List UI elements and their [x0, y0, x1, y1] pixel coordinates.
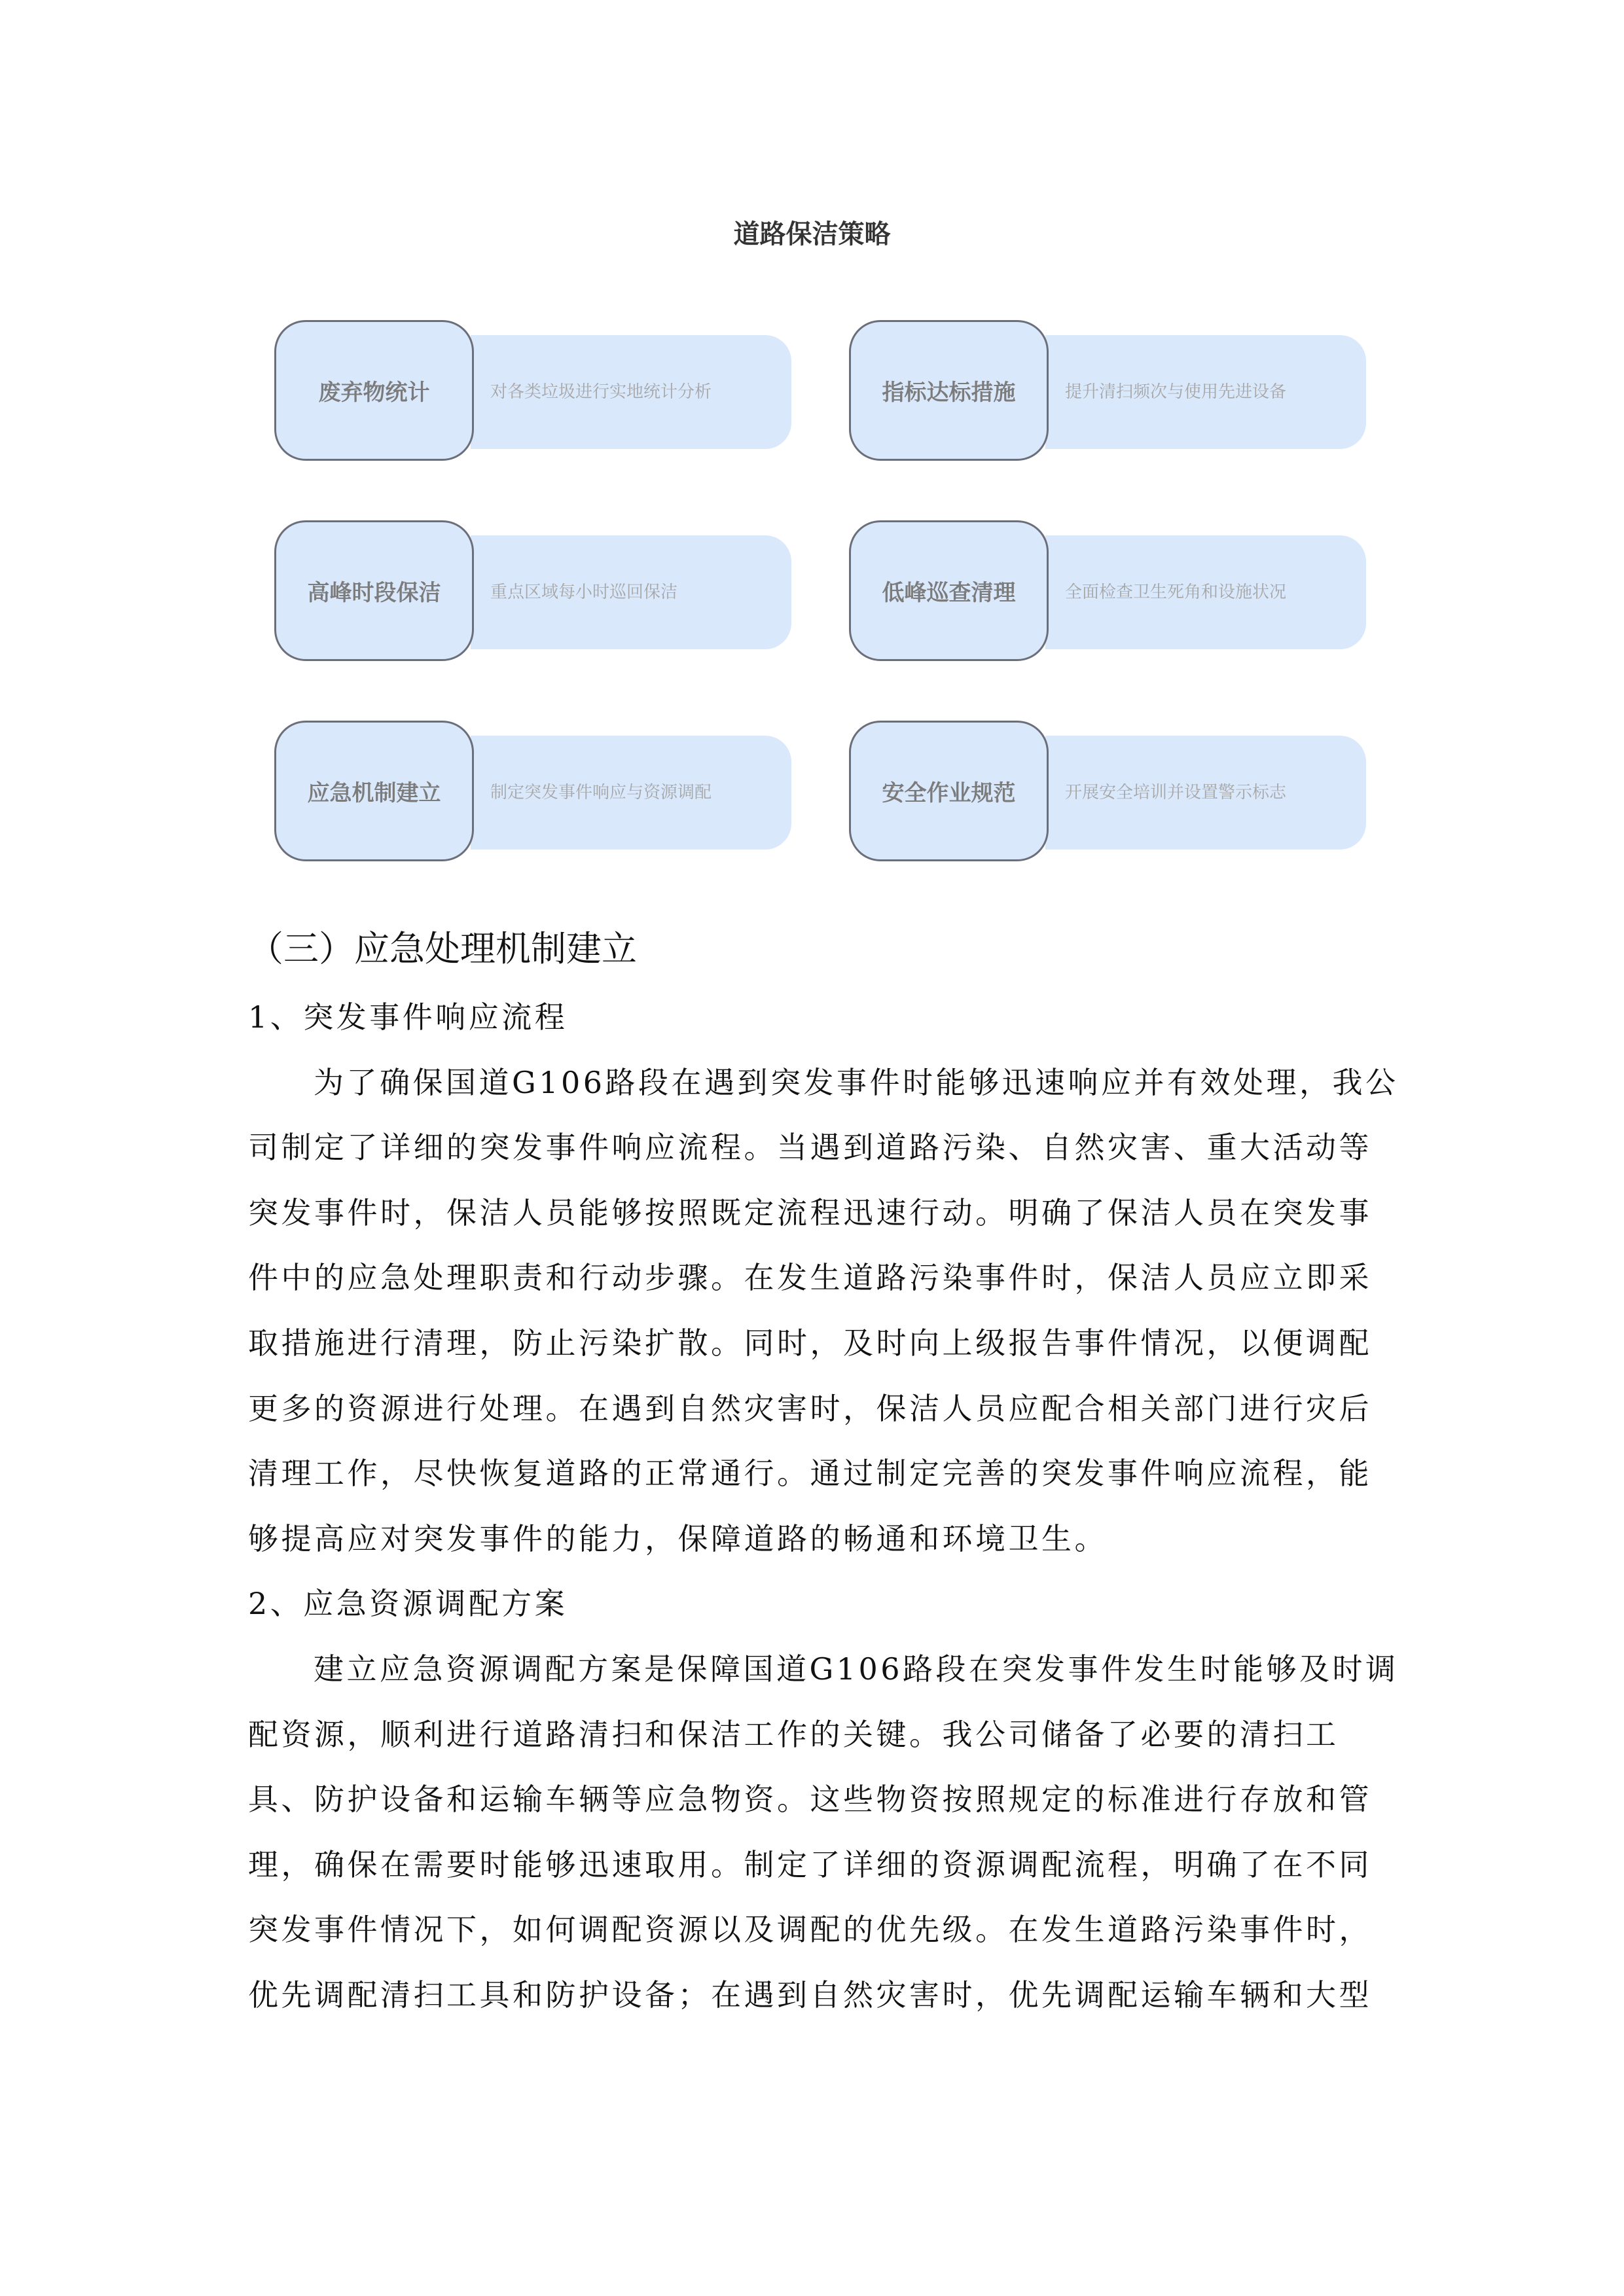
- card-desc: 制定突发事件响应与资源调配: [490, 783, 712, 802]
- paragraph-line: 理，确保在需要时能够迅速取用。制定了详细的资源调配流程，明确了在不同: [248, 1846, 1372, 1882]
- paragraph-line: 配资源，顺利进行道路清扫和保洁工作的关键。我公司储备了必要的清扫工: [248, 1716, 1339, 1752]
- diagram-title: 道路保洁策略: [733, 219, 891, 249]
- card-label: 安全作业规范: [849, 721, 1049, 861]
- card-label: 高峰时段保洁: [274, 520, 474, 661]
- paragraph-line: 取措施进行清理，防止污染扩散。同时，及时向上级报告事件情况，以便调配: [248, 1325, 1372, 1361]
- card-desc: 提升清扫频次与使用先进设备: [1065, 382, 1287, 402]
- paragraph-line: 件中的应急处理职责和行动步骤。在发生道路污染事件时，保洁人员应立即采: [248, 1260, 1372, 1296]
- strategy-card: [849, 721, 1624, 863]
- paragraph-line: 突发事件情况下，如何调配资源以及调配的优先级。在发生道路污染事件时，: [248, 1912, 1372, 1948]
- strategy-card: [849, 520, 1624, 662]
- card-desc: 开展安全培训并设置警示标志: [1065, 783, 1287, 802]
- strategy-card: [849, 320, 1624, 462]
- paragraph-line: 司制定了详细的突发事件响应流程。当遇到道路污染、自然灾害、重大活动等: [248, 1130, 1372, 1166]
- card-desc: 重点区域每小时巡回保洁: [490, 583, 678, 602]
- paragraph-line: 优先调配清扫工具和防护设备；在遇到自然灾害时，优先调配运输车辆和大型: [248, 1977, 1372, 2013]
- card-desc: 对各类垃圾进行实地统计分析: [490, 382, 712, 402]
- section-heading: （三）应急处理机制建立: [248, 928, 637, 969]
- paragraph-line: 突发事件时，保洁人员能够按照既定流程迅速行动。明确了保洁人员在突发事: [248, 1194, 1372, 1230]
- card-label: 应急机制建立: [274, 721, 474, 861]
- card-label: 废弃物统计: [274, 320, 474, 461]
- paragraph-line: 够提高应对突发事件的能力，保障道路的畅通和环境卫生。: [248, 1520, 1108, 1556]
- document-body: [248, 913, 1400, 2028]
- paragraph-line: 清理工作，尽快恢复道路的正常通行。通过制定完善的突发事件响应流程，能: [248, 1456, 1372, 1492]
- paragraph-line: 为了确保国道G106路段在遇到突发事件时能够迅速响应并有效处理，我公: [314, 1064, 1399, 1100]
- paragraph-line: 具、防护设备和运输车辆等应急物资。这些物资按照规定的标准进行存放和管: [248, 1782, 1372, 1818]
- card-label: 低峰巡查清理: [849, 520, 1049, 661]
- subheading: 1、突发事件响应流程: [248, 999, 568, 1035]
- card-desc: 全面检查卫生死角和设施状况: [1065, 583, 1287, 602]
- card-label: 指标达标措施: [849, 320, 1049, 461]
- paragraph-line: 建立应急资源调配方案是保障国道G106路段在突发事件发生时能够及时调: [314, 1651, 1399, 1687]
- paragraph-line: 更多的资源进行处理。在遇到自然灾害时，保洁人员应配合相关部门进行灾后: [248, 1390, 1372, 1426]
- subheading: 2、应急资源调配方案: [248, 1586, 568, 1622]
